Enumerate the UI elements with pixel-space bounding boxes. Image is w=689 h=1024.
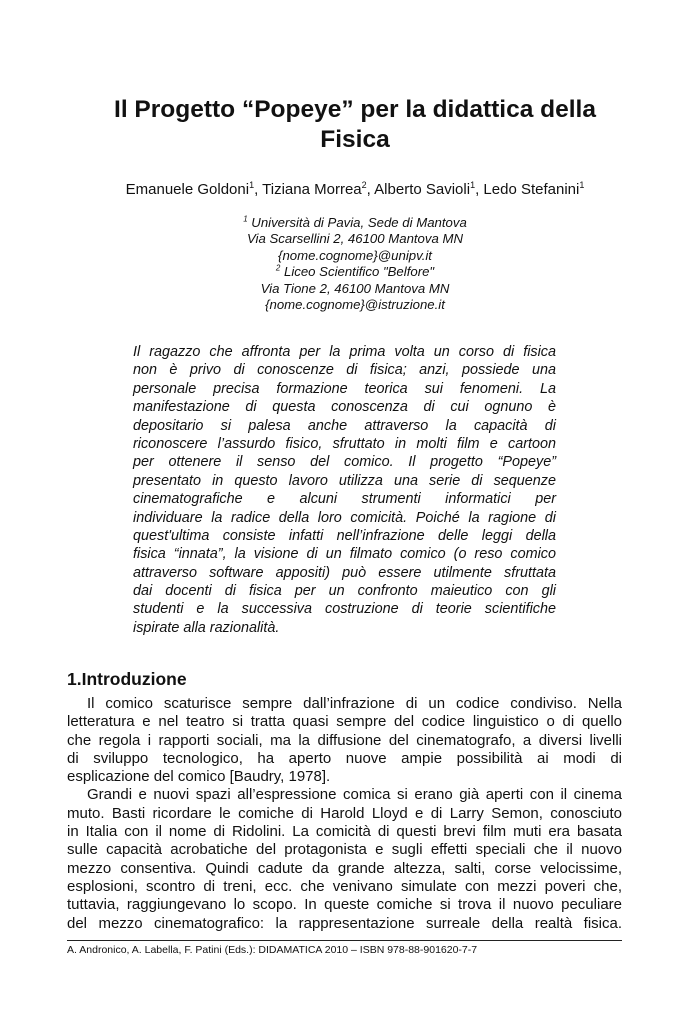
author: Tiziana Morrea$^2$, — [262, 180, 375, 198]
abstract-line: manifestazione di questa conoscenza di cui ognuno è — [133, 399, 556, 416]
body-line: esplicazione del comico [Baudry, 1978]. — [67, 768, 331, 786]
abstract-line: dai docenti di fisica per un confronto maieutico con gli — [133, 583, 556, 600]
title-line-2: Fisica — [320, 126, 390, 153]
affiliation-1-email: {nome.cognome}@unipv.it — [278, 247, 432, 263]
affiliation-1-address: Via Scarsellini 2, 46100 Mantova MN — [247, 231, 463, 247]
affiliation-2-email: {nome.cognome}@istruzione.it — [265, 297, 445, 313]
affiliation-1-name: $^1$ Università di Pavia, Sede di Mantova — [243, 214, 467, 230]
body-line: del mezzo cinematografico: la rappresentazione surreale della realtà fisica. — [67, 914, 622, 932]
affiliations — [60, 215, 650, 313]
affiliation-2-name: $^2$ Liceo Scientifico "Belfore" — [275, 263, 435, 280]
body-line: mezzo consentiva. Quindi cadute da grande altezza, salti, corse velocissime, — [67, 859, 622, 877]
abstract-line: personale precisa formazione teorica sui fenomeni. La — [133, 380, 556, 397]
body-line: sulle capacità acrobatiche del protagonista e sugli effetti speciali che il nuovo — [67, 841, 622, 859]
abstract-line: studenti e la successiva costruzione di teorie scientifiche — [133, 601, 556, 618]
abstract-line: cinematografiche e alcuni strumenti informatici per — [133, 491, 556, 508]
abstract-line: ispirate alla razionalità. — [133, 619, 280, 636]
abstract-line: individuare la radice della loro comicità. Poiché la ragione di — [133, 509, 556, 526]
body-line: esplosioni, scontro di treni, ecc. che venivano simulate con mezzi poveri che, — [67, 877, 622, 895]
abstract-line: riconoscere l’assurdo fisico, sfruttato in molti film e cartoon — [133, 435, 556, 452]
body-line: muto. Basti ricordare le comiche di Harold Lloyd e di Larry Semon, conosciuto — [67, 804, 622, 822]
author: Ledo Stefanini$^1$ — [483, 180, 585, 198]
body-line: che regola i rapporti sociali, ma la diffusione del cinematografo, a diversi livelli — [67, 731, 622, 749]
body-text — [67, 695, 622, 933]
author: Emanuele Goldoni$^1$, — [125, 180, 263, 198]
title-line-1: Il Progetto “Popeye” per la didattica della — [114, 96, 596, 123]
paper-title — [60, 95, 650, 155]
body-line: in Italia con il nome di Ridolini. La comicità di questi brevi film muti era basata — [67, 823, 622, 841]
author-list — [60, 181, 650, 198]
abstract-line: fisica “innata”, la visione di un filmato comico (o reso comico — [133, 546, 556, 563]
abstract-line: presentato in questo lavoro utilizza una serie di sequenze — [133, 472, 556, 489]
body-line: tuttavia, raggiungevano lo scopo. In queste comiche si trova il nuovo peculiare — [67, 896, 622, 914]
abstract-line: attraverso software appositi) può essere utilmente sfruttata — [133, 564, 556, 581]
abstract — [133, 343, 556, 637]
abstract-line: quest'ultima consiste infatti nell’infrazione delle leggi della — [133, 527, 556, 544]
abstract-line: depositario si palesa anche attraverso la capacità di — [133, 417, 556, 434]
affiliation-2-address: Via Tione 2, 46100 Mantova MN — [260, 280, 450, 296]
section-heading: 1.Introduzione — [67, 669, 187, 689]
body-line: Il comico scaturisce sempre dall’infrazione di un codice condiviso. Nella — [87, 695, 622, 712]
author: Alberto Savioli$^1$, — [374, 180, 484, 198]
body-line: letteratura e nel teatro si tratta quasi sempre del codice linguistico o di quello — [67, 713, 622, 731]
page-footer: A. Andronico, A. Labella, F. Patini (Eds.): DIDAMATICA 2010 – ISBN 978-88-901620-7-7 — [67, 944, 478, 956]
body-line: Grandi e nuovi spazi all’espressione comica si erano già aperti con il cinema — [87, 786, 622, 804]
abstract-line: Il ragazzo che affronta per la prima volta un corso di fisica — [133, 344, 556, 360]
abstract-line: per ottenere il senso del comico. Il progetto “Popeye” — [133, 454, 556, 471]
abstract-line: non è privo di conoscenze di fisica; anzi, possiede una — [133, 362, 556, 379]
body-line: di sviluppo tecnologico, ha aperto nuove ampie possibilità ai modi di — [67, 749, 622, 767]
footer-rule — [67, 940, 622, 941]
